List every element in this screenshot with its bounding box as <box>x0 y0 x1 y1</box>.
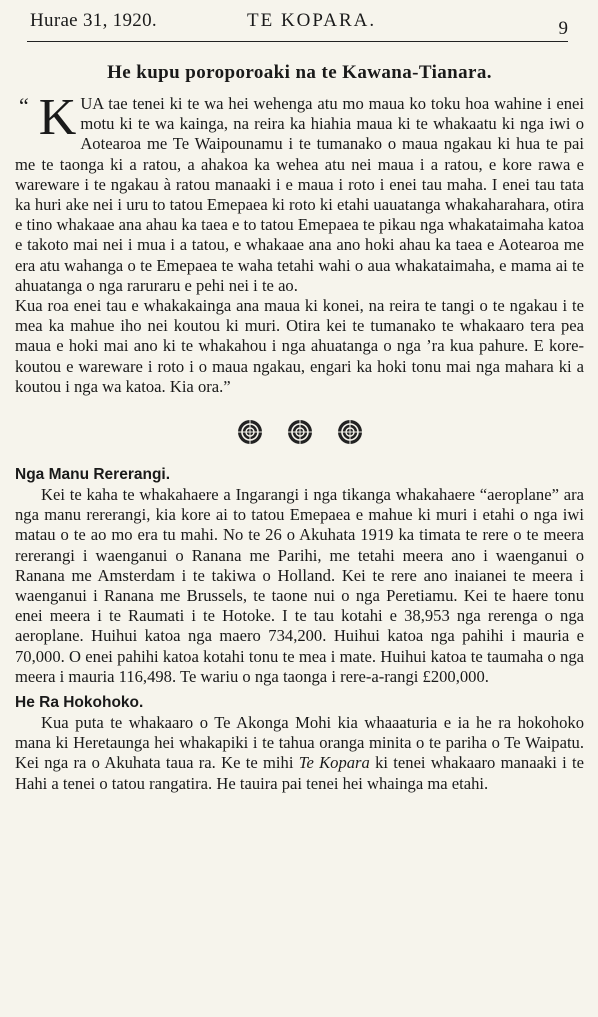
article-aeroplanes-title: Nga Manu Rererangi. <box>15 466 171 484</box>
page-number: 9 <box>558 18 568 39</box>
article-sale-day-paragraph <box>15 713 584 794</box>
article-farewell-paragraph-2: Kua roa enei tau e whakakainga ana maua ki konei, na reira te tangi o te ngakau i te mea ka mahue iho nei koutou ki muri. Otira kei te tumanako te whakaaro tera pea maua e hoki mai ano ki te whakahou i nga ahuatanga o nga ’ra kua pahure. E kore-koutou e wareware i roto i o maua ngakau, engari ka hoki tonu mai nga mahara ki a koutou i nga wa katoa. Kia ora.” <box>15 296 584 396</box>
publication-name-italic: Te Kopara <box>298 753 370 773</box>
publication-title: TE KOPARA. <box>247 10 377 31</box>
drop-cap: K <box>38 89 77 146</box>
header-rule <box>27 41 568 42</box>
article-sale-day-title: He Ra Hokohoko. <box>15 694 144 712</box>
article-sale-day <box>15 693 584 794</box>
page-header <box>15 0 584 44</box>
article-aeroplanes-paragraph: Kei te kaha te whakahaere a Ingarangi i nga tikanga whakahaere “aeroplane” ara nga manu rererangi, kia kore ai to tatou Emepaea e mahue ki muri i etahi o nga iwi matau o te ao mo era tu mahi. No te 26 o Akuhata 1919 ka timata te rere o te meera rererangi i waenganui o Ranana me Parihi, me tetahi meera ano i waenganui o Ranana me Amsterdam i te takiwa o Holland. Kei te rere ano inaianei te meera i waenganui i Ranana me Brussels, te taone nui o nga Peretiamu. Kei te haere tonu enei meera i te Raumati i te Hotoke. I te tau kotahi e 38,953 nga rerenga o nga aeroplane. Huihui katoa nga maero 734,200. Huihui katoa nga pahihi i mauria e 70,000. O enei pahihi katoa kotahi tonu te mea i mate. Huihui katoa te taumaha o nga meera i mauria 116,498. Te wariu o nga taonga i rere-a-rangi £200,000. <box>15 485 584 686</box>
article-aeroplanes <box>15 465 584 687</box>
article-farewell-p1-text: UA tae tenei ki te wa hei wehenga atu mo maua ko toku hoa wahine i enei motu ki te wa kainga, na reira ka hiahia maua ki te whakaatu ki nga iwi o Aotearoa me Te Waipounamu i te tumanako o maua ngakau ki hua te pai me te taonga ki a ratou, a ahakoa ka wehea atu nei maua i a ratou, e kore rawa e wareware i te ngakau à ratou manaaki i e maua i roto i enei tau maha. I enei tau tata ka huri ake nei i uru to tatou Emepaea ki roto ki etahi uauatanga whakaharahara, otira e tino whakaae ana ahau ka taea e to tatou Emepaea te pikau nga whakataimaha katoa e takoto mai nei i mua i a tatou, e whakaae ana ano hoki ahau ka taea e Aotearoa me era atu wahanga o te Emepaea te waha tetahi wahi o aua whakataimaha, e mama ai te ahuatanga o nga raruraru e pehi nei i te ao. <box>15 94 584 295</box>
article-farewell-title: He kupu poroporoaki na te Kawana-Tianara. <box>107 62 492 83</box>
article-farewell <box>15 62 584 397</box>
ornament-divider <box>15 419 584 445</box>
flower-ornament-icon <box>337 419 363 445</box>
open-quote: “ <box>19 93 29 118</box>
flower-ornament-icon <box>287 419 313 445</box>
sale-day-text-2: ki tenei whakaaro manaaki i te Hahi a tenei o tatou rangatira. He tauira pai tenei hei whainga ma etahi. <box>15 753 584 793</box>
issue-date: Hurae 31, 1920. <box>30 10 157 31</box>
flower-ornament-icon <box>237 419 263 445</box>
article-farewell-paragraph-1 <box>15 89 584 296</box>
sale-day-text-1: Kua puta te whakaaro o Te Akonga Mohi kia whaaaturia e ia he ra hokohoko mana ki Heretaunga hei whakapiki i te tahua oranga minita o te pariha o Te Waipatu. Kei nga ra o Akuhata taua ra. Ke te mihi <box>15 713 584 773</box>
